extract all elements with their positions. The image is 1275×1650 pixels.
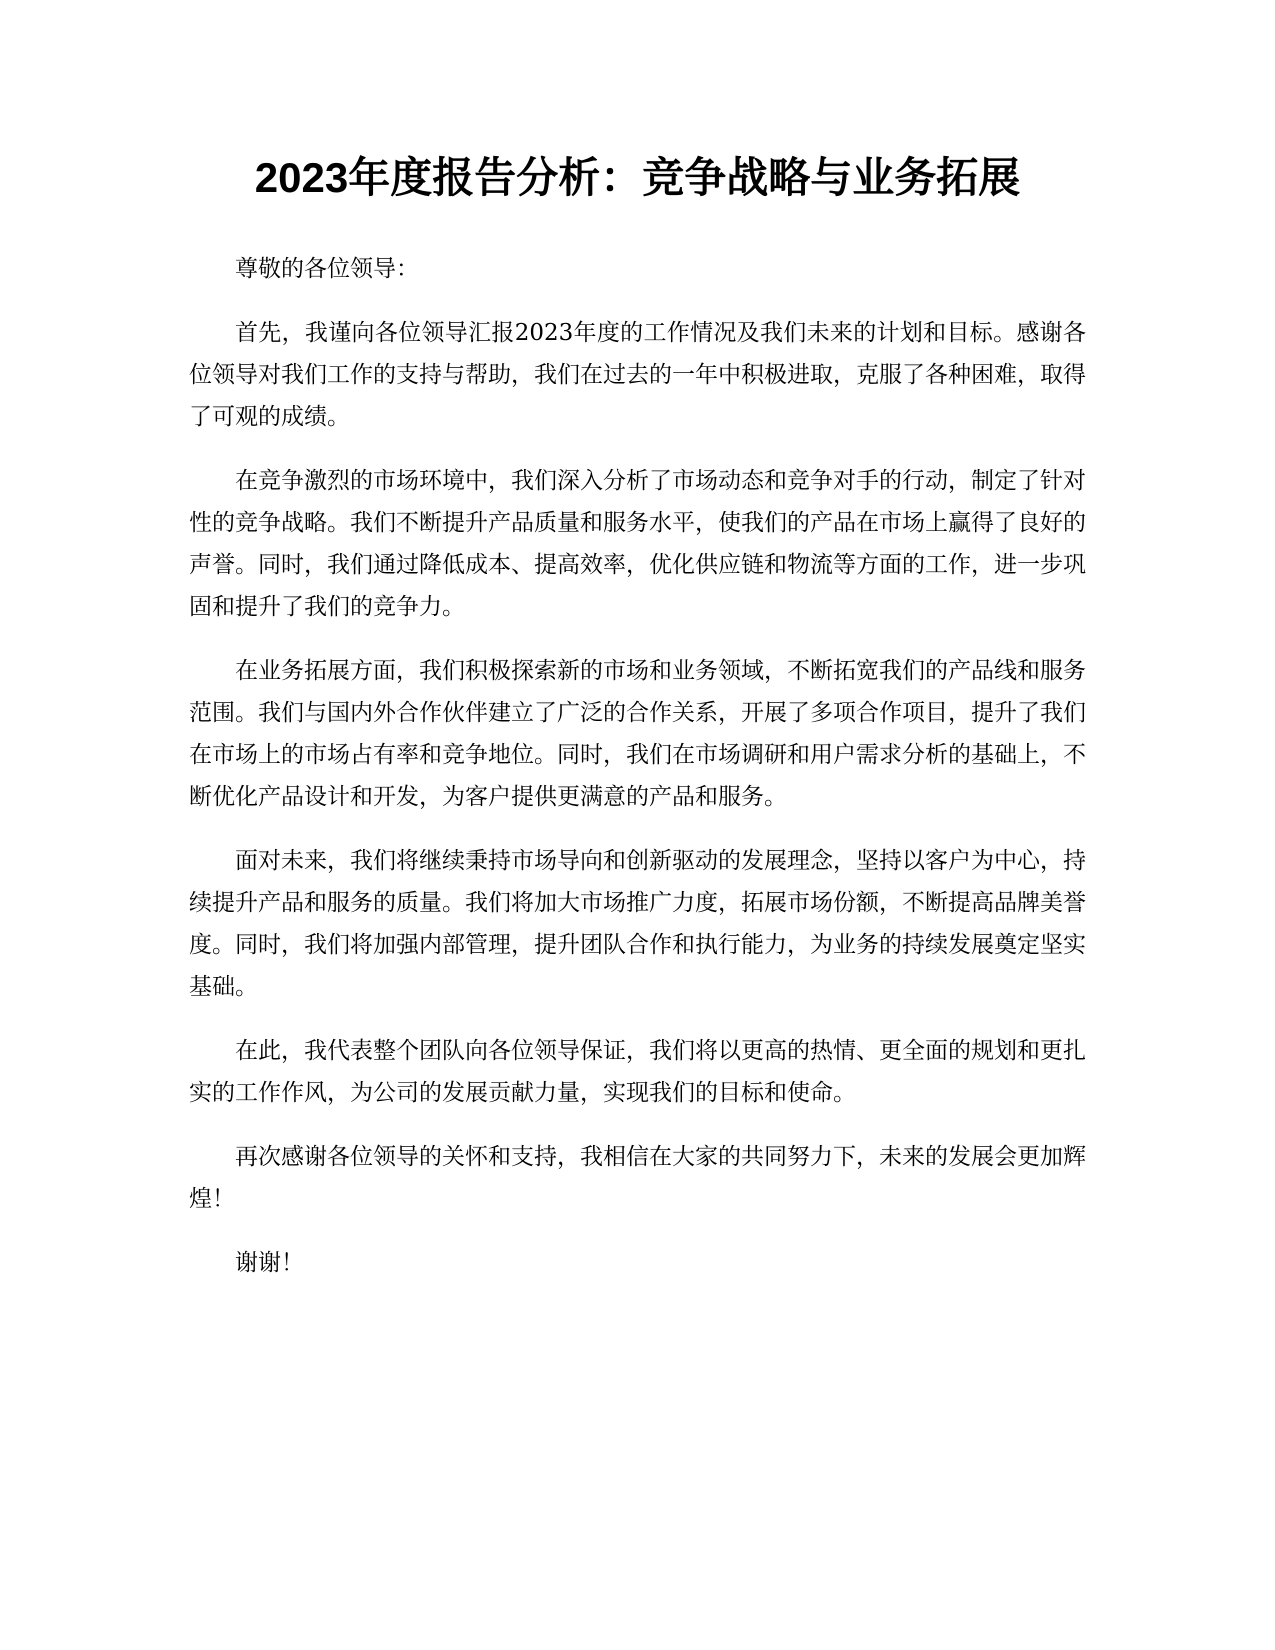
body-paragraph: 在业务拓展方面，我们积极探索新的市场和业务领域，不断拓宽我们的产品线和服务范围。我们与国内外合作伙伴建立了广泛的合作关系，开展了多项合作项目，提升了我们在市场上的市场占有率和竞争地位。同时，我们在市场调研和用户需求分析的基础上，不断优化产品设计和开发，为客户提供更满意的产品和服务。: [189, 658, 1086, 810]
document-title: 2023年度报告分析：竞争战略与业务拓展: [254, 154, 1021, 201]
body-paragraph: 首先，我谨向各位领导汇报2023年度的工作情况及我们未来的计划和目标。感谢各位领导对我们工作的支持与帮助，我们在过去的一年中积极进取，克服了各种困难，取得了可观的成绩。: [189, 320, 1086, 430]
body-paragraph: 在此，我代表整个团队向各位领导保证，我们将以更高的热情、更全面的规划和更扎实的工作作风，为公司的发展贡献力量，实现我们的目标和使命。: [189, 1038, 1086, 1106]
body-paragraph: 在竞争激烈的市场环境中，我们深入分析了市场动态和竞争对手的行动，制定了针对性的竞争战略。我们不断提升产品质量和服务水平，使我们的产品在市场上赢得了良好的声誉。同时，我们通过降低成本、提高效率，优化供应链和物流等方面的工作，进一步巩固和提升了我们的竞争力。: [189, 468, 1086, 620]
document-body: [189, 248, 1086, 1306]
closing-paragraph: 谢谢！: [235, 1250, 304, 1276]
body-paragraph: 再次感谢各位领导的关怀和支持，我相信在大家的共同努力下，未来的发展会更加辉煌！: [189, 1144, 1086, 1212]
greeting-paragraph: 尊敬的各位领导：: [235, 256, 419, 282]
body-paragraph: 面对未来，我们将继续秉持市场导向和创新驱动的发展理念，坚持以客户为中心，持续提升产品和服务的质量。我们将加大市场推广力度，拓展市场份额，不断提高品牌美誉度。同时，我们将加强内部管理，提升团队合作和执行能力，为业务的持续发展奠定坚实基础。: [189, 848, 1086, 1000]
